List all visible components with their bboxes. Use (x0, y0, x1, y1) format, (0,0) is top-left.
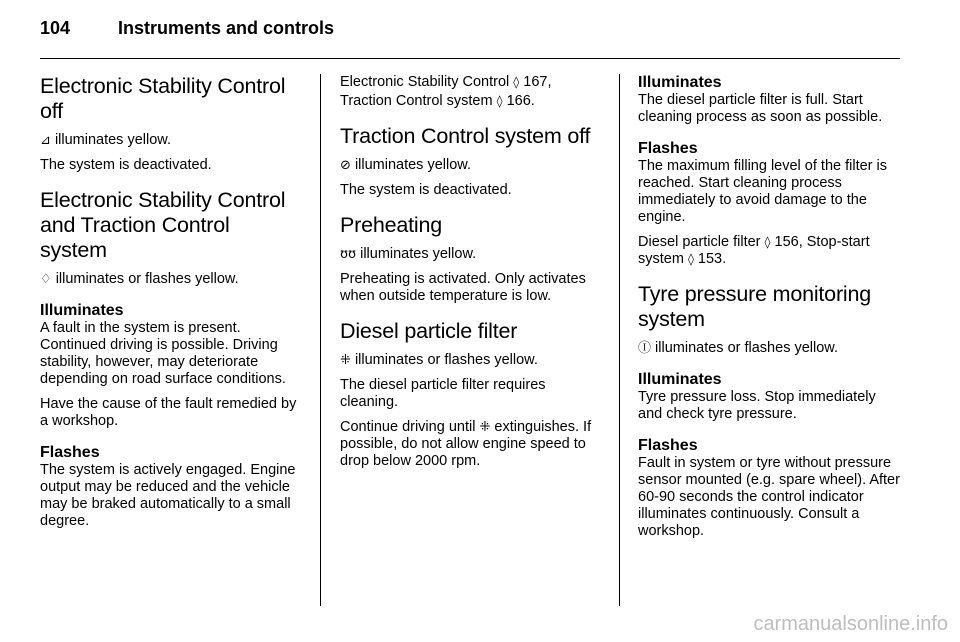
preheat-desc: Preheating is activated. Only activates when outside temperature is low. (340, 271, 586, 304)
watermark: carmanualsonline.info (753, 613, 948, 635)
cross-ref-dpf (638, 234, 900, 268)
dpf-desc-2 (340, 419, 602, 470)
cross-ref-esc (340, 74, 602, 91)
ref-arrow-icon: ◊ (513, 75, 520, 89)
ref-page: 167, (523, 74, 552, 90)
preheat-text: illuminates yellow. (360, 246, 477, 262)
page-number: 104 (40, 18, 71, 38)
section-title-esc-off: Electronic Stability Control off (40, 74, 286, 123)
dpf-text: illuminates or flashes yellow. (354, 352, 538, 368)
esc-tc-icon: ♢ (40, 272, 52, 287)
tpms-text: illuminates or flashes yellow. (655, 340, 838, 356)
section-title-tpms: Tyre pressure monitoring system (638, 282, 871, 331)
ref-text: Traction Control system (340, 93, 493, 109)
preheat-status (340, 246, 602, 263)
page-header (40, 18, 334, 39)
column-divider (320, 74, 321, 606)
ref-arrow-icon: ◊ (764, 235, 771, 249)
dpf-text-a: Continue driving until (340, 419, 476, 435)
tc-off-status (340, 157, 602, 174)
preheat-coil-icon: ʊʊ (340, 247, 357, 262)
illuminates-text: A fault in the system is present. Continued driving is possible. Driving stability, however, may deteriorate depending on road surface conditions. (40, 320, 286, 387)
chapter-title: Instruments and controls (118, 18, 335, 38)
subhead-flashes: Flashes (638, 437, 698, 454)
ref-text: system (638, 251, 684, 267)
tpms-illuminates-text: Tyre pressure loss. Stop immediately and check tyre pressure. (638, 389, 876, 422)
ref-text: Electronic Stability Control (340, 74, 510, 90)
section-title-dpf: Diesel particle filter (340, 319, 518, 343)
tpms-flashes-text: Fault in system or tyre without pressure sensor mounted (e.g. spare wheel). After 60-90 seconds the control indicator illuminates continuously. Consult a workshop. (638, 455, 900, 539)
ref-text: Diesel particle filter (638, 234, 761, 250)
column-3 (638, 74, 900, 548)
esc-off-desc: The system is deactivated. (40, 157, 212, 173)
column-2 (340, 74, 602, 478)
section-title-preheating: Preheating (340, 213, 442, 237)
tc-off-desc: The system is deactivated. (340, 182, 512, 198)
subhead-flashes: Flashes (638, 140, 698, 157)
flashes-text: The system is actively engaged. Engine output may be reduced and the vehicle may be braked automatically to a small degree. (40, 462, 296, 529)
dpf-icon: ⁜ (479, 420, 491, 435)
dpf-illuminates-text: The diesel particle filter is full. Start cleaning process as soon as possible. (638, 92, 883, 125)
cross-ref-tc (340, 93, 602, 110)
esc-tc-text: illuminates or flashes yellow. (55, 271, 239, 287)
section-title-esc-tc: Electronic Stability Control and Traction Control system (40, 188, 286, 262)
tc-off-text: illuminates yellow. (354, 157, 471, 173)
column-divider (619, 74, 620, 606)
tpms-status (638, 340, 900, 357)
tc-off-icon: ⊘ (340, 158, 351, 173)
illuminates-text-2: Have the cause of the fault remedied by a workshop. (40, 396, 297, 429)
ref-page: 156, Stop-start (774, 234, 870, 250)
esc-off-icon: ⊿ (40, 133, 51, 148)
esc-off-status (40, 132, 302, 149)
dpf-desc: The diesel particle filter requires cleaning. (340, 377, 546, 410)
dpf-flashes-text: The maximum filling level of the filter is reached. Start cleaning process immediately to avoid damage to the engine. (638, 158, 887, 225)
dpf-text-b: extinguishes. If possible, do not allow engine speed to drop below 2000 rpm. (340, 419, 592, 469)
tyre-pressure-icon: Ⓘ (638, 341, 652, 356)
section-title-tc-off: Traction Control system off (340, 124, 591, 148)
ref-arrow-icon: ◊ (496, 94, 503, 108)
subhead-illuminates: Illuminates (40, 302, 124, 319)
ref-page: 166. (506, 93, 535, 109)
dpf-icon: ⁜ (340, 353, 351, 368)
header-rule (40, 58, 900, 59)
esc-tc-status (40, 271, 302, 288)
column-1 (40, 74, 302, 538)
ref-page: 153. (697, 251, 727, 267)
subhead-flashes: Flashes (40, 444, 100, 461)
ref-arrow-icon: ◊ (687, 252, 694, 266)
subhead-illuminates: Illuminates (638, 371, 722, 388)
esc-off-text: illuminates yellow. (54, 132, 171, 148)
dpf-status (340, 352, 602, 369)
subhead-illuminates: Illuminates (638, 74, 722, 91)
